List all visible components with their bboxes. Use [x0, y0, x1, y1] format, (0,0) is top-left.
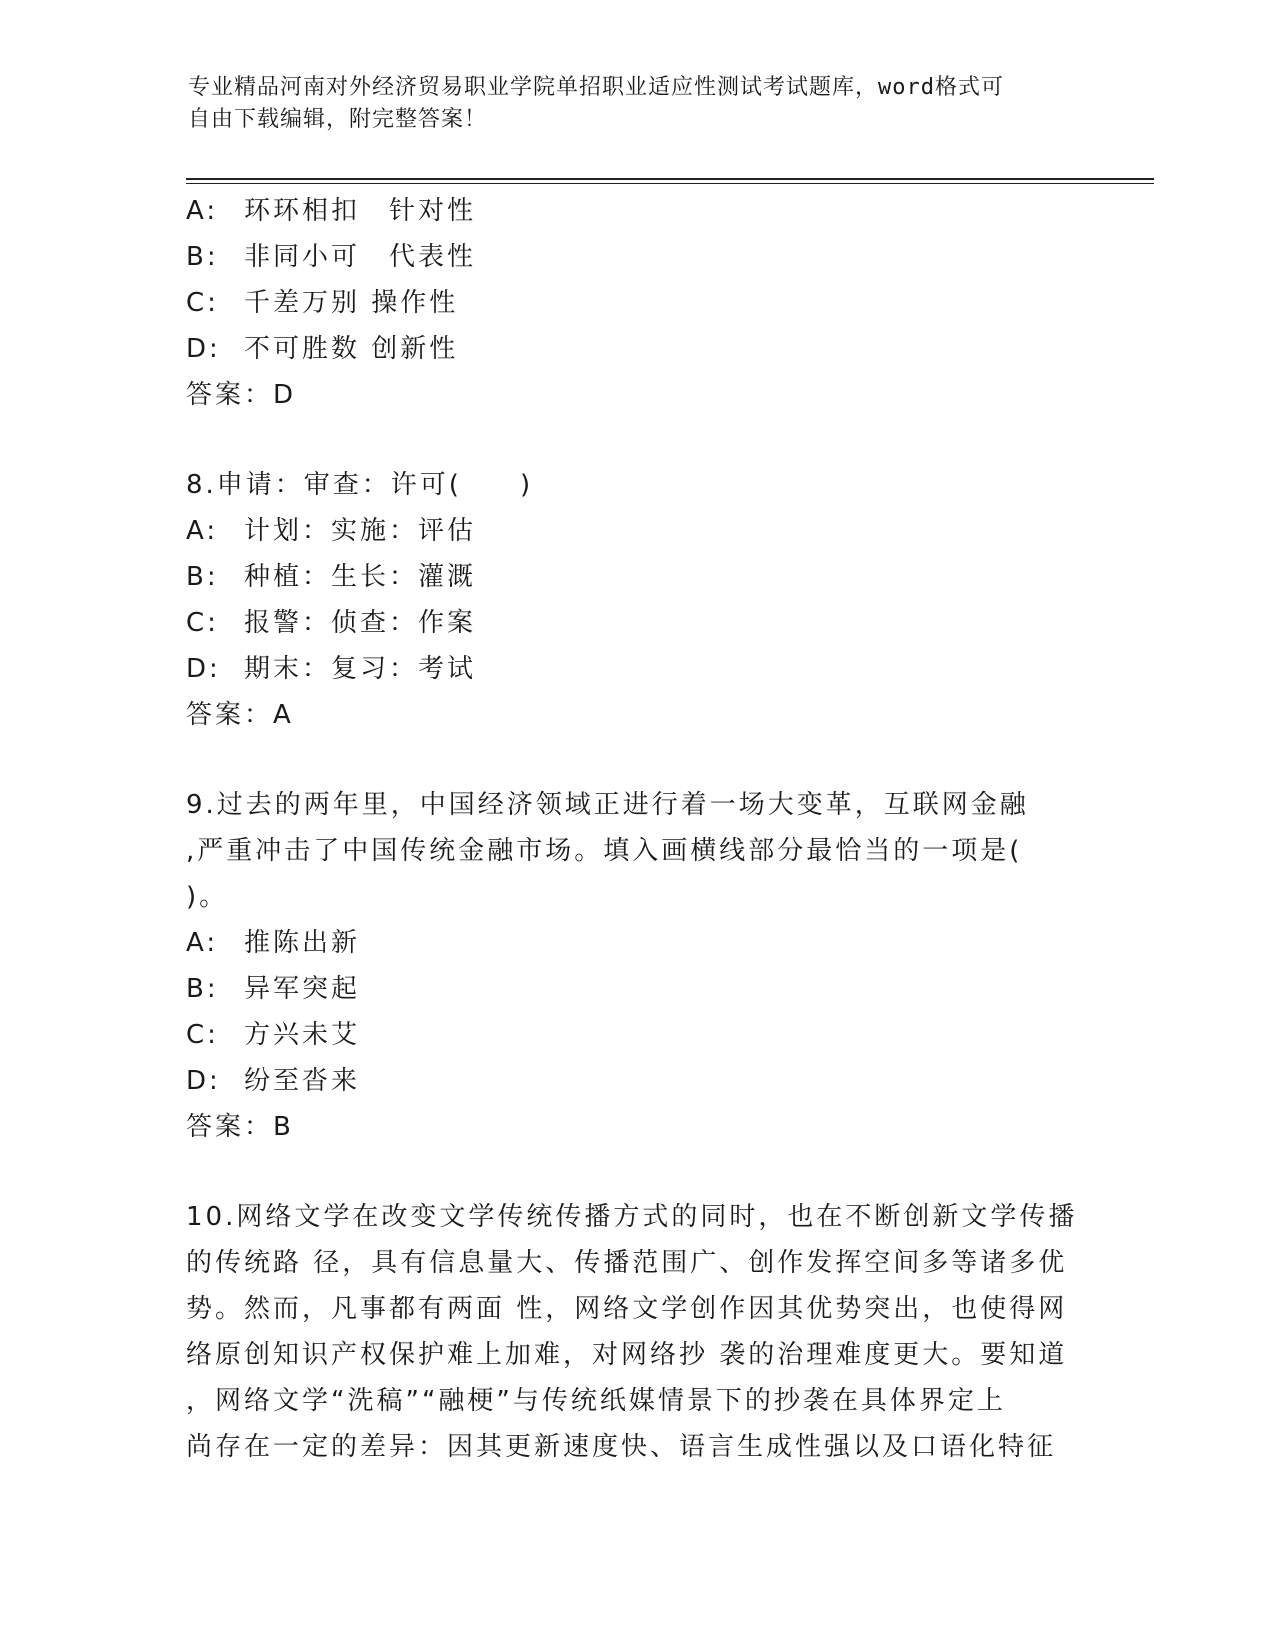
option-c: C: 报警：侦查：作案: [186, 608, 477, 638]
question-stem-line: 尚存在一定的差异：因其更新速度快、语言生成性强以及口语化特征: [186, 1432, 1057, 1462]
option-d: D: 期末：复习：考试: [186, 654, 477, 684]
option-a: A: 计划：实施：评估: [186, 516, 477, 546]
answer: 答案：D: [186, 380, 297, 410]
option-d: D: 纷至沓来: [186, 1066, 361, 1096]
question-8: [186, 462, 1086, 738]
option-a: A: 环环相扣 针对性: [186, 196, 477, 226]
question-stem-line: ，网络文学“洗稿”“融梗”与传统纸媒情景下的抄袭在具体界定上: [186, 1386, 1006, 1416]
document-header: [188, 72, 1068, 136]
answer: 答案：B: [186, 1112, 294, 1142]
option-c: C: 方兴未艾: [186, 1020, 361, 1050]
answer: 答案：A: [186, 700, 294, 730]
question-stem-line: ,严重冲击了中国传统金融市场。填入画横线部分最恰当的一项是(: [186, 836, 1023, 866]
question-stem-line: 9.过去的两年里，中国经济领域正进行着一场大变革，互联网金融: [186, 790, 1029, 820]
header-rule-thin: [186, 183, 1154, 184]
header-line-2: 自由下载编辑，附完整答案！: [188, 107, 488, 132]
header-rule-thick: [186, 178, 1154, 180]
question-10: [186, 1194, 1086, 1470]
document-body: [186, 188, 1086, 1470]
header-line-1: 专业精品河南对外经济贸易职业学院单招职业适应性测试考试题库，word格式可: [188, 75, 1004, 100]
option-d: D: 不可胜数 创新性: [186, 334, 459, 364]
question-stem-line: 的传统路 径，具有信息量大、传播范围广、创作发挥空间多等诸多优: [186, 1248, 1068, 1278]
question-stem: 8.申请：审查：许可( ): [186, 470, 534, 500]
option-c: C: 千差万别 操作性: [186, 288, 459, 318]
question-stem-line: 络原创知识产权保护难上加难，对网络抄 袭的治理难度更大。要知道: [186, 1340, 1068, 1370]
question-7: [186, 188, 1086, 418]
option-b: B: 种植：生长：灌溉: [186, 562, 477, 592]
question-9: [186, 782, 1086, 1150]
option-b: B: 非同小可 代表性: [186, 242, 477, 272]
question-stem-line: 10.网络文学在改变文学传统传播方式的同时，也在不断创新文学传播: [186, 1202, 1078, 1232]
option-b: B: 异军突起: [186, 974, 361, 1004]
option-a: A: 推陈出新: [186, 928, 361, 958]
question-stem-line: 势。然而，凡事都有两面 性，网络文学创作因其优势突出，也使得网: [186, 1294, 1068, 1324]
question-stem-line: )。: [186, 882, 229, 912]
